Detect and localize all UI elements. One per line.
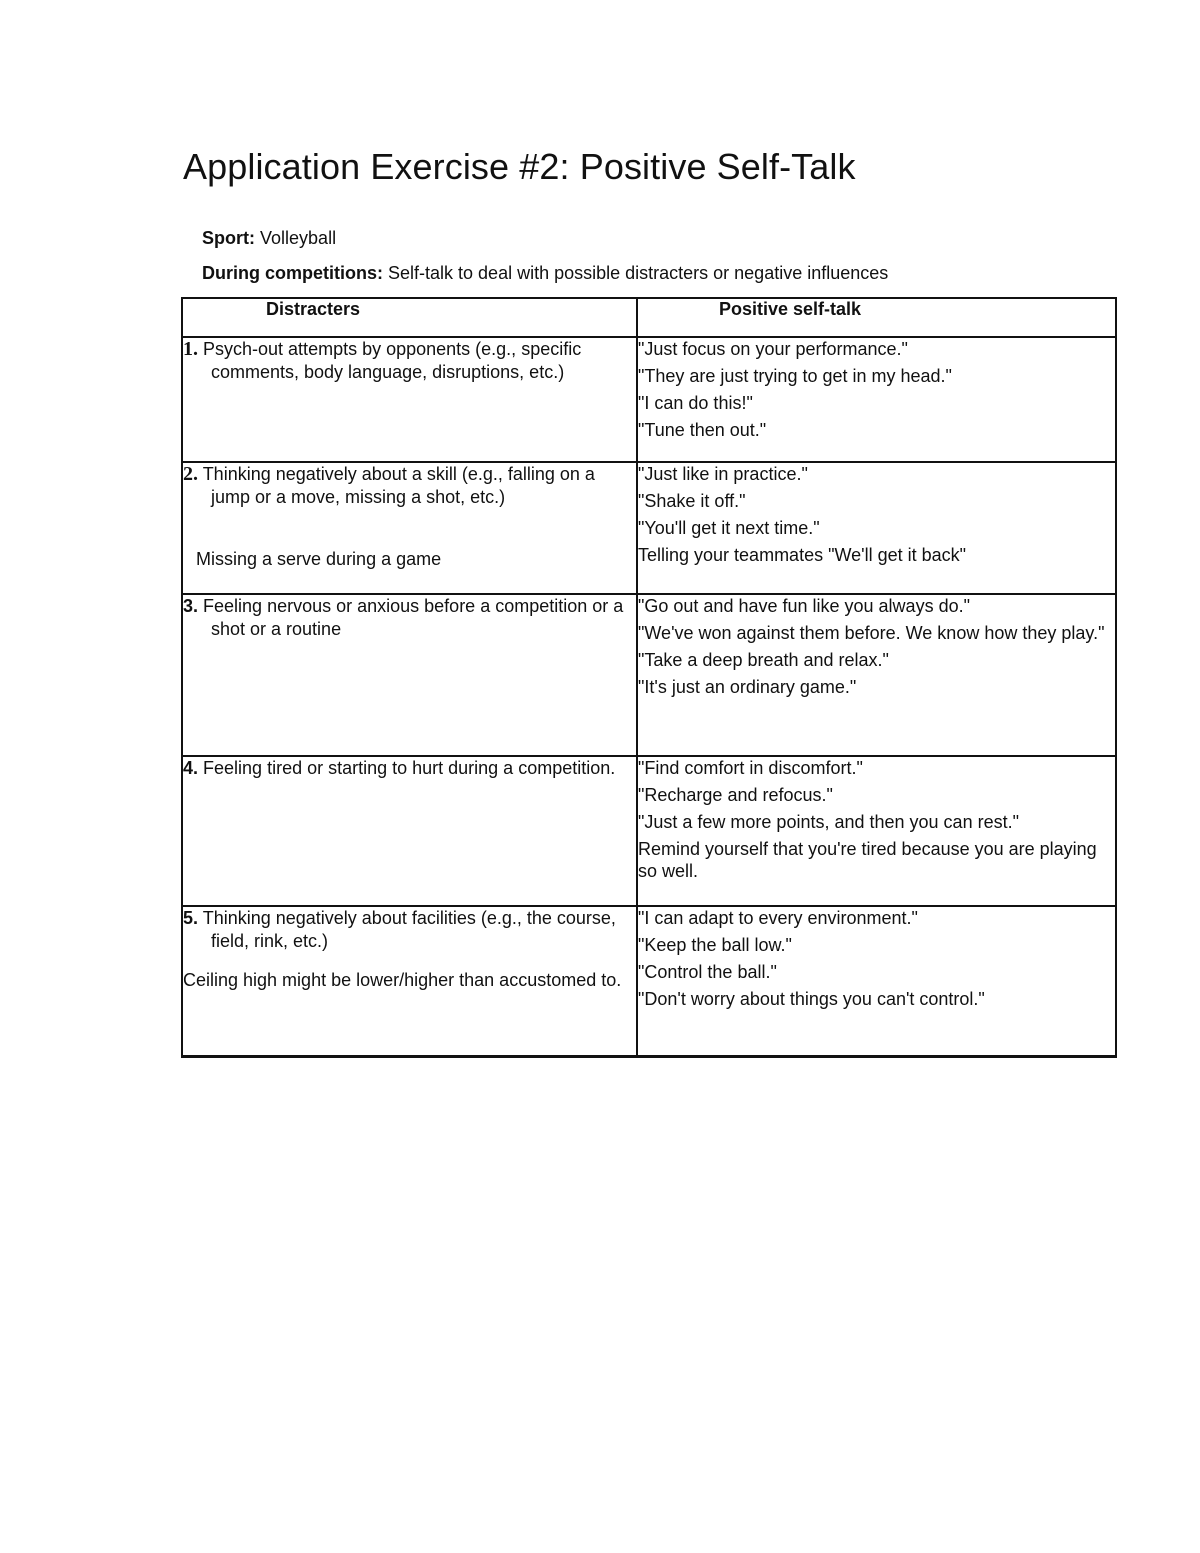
self-talk-table — [181, 297, 1117, 1058]
item-number: 1. — [183, 338, 198, 360]
self-talk-cell — [637, 462, 1116, 594]
self-talk-line: "Take a deep breath and relax." — [638, 650, 889, 670]
item-number: 3. — [183, 596, 199, 616]
distracter-cell — [182, 337, 637, 462]
distracter-item — [183, 595, 636, 641]
self-talk-line: "Go out and have fun like you always do." — [638, 596, 970, 616]
competitions-value: Self-talk to deal with possible distracters or negative influences — [388, 263, 889, 283]
self-talk-line: "Don't worry about things you can't control." — [638, 989, 985, 1009]
table-row — [182, 462, 1116, 594]
sport-value: Volleyball — [260, 228, 337, 248]
table-row — [182, 756, 1116, 906]
distracter-cell — [182, 906, 637, 1057]
distracter-item — [183, 907, 636, 953]
self-talk-line: Remind yourself that you're tired because you are playing so well. — [638, 839, 1097, 881]
self-talk-line: "They are just trying to get in my head." — [638, 366, 952, 386]
self-talk-cell — [637, 337, 1116, 462]
distracter-note: Missing a serve during a game — [196, 549, 442, 569]
sport-line — [202, 228, 336, 249]
self-talk-cell — [637, 594, 1116, 756]
item-number: 2. — [183, 463, 198, 485]
distracter-text: Thinking negatively about a skill (e.g., falling on a jump or a move, missing a shot, etc.) — [202, 464, 595, 507]
self-talk-cell — [637, 906, 1116, 1057]
item-number: 5. — [183, 908, 199, 928]
self-talk-line: "Tune then out." — [638, 420, 767, 440]
self-talk-line: "I can adapt to every environment." — [638, 908, 918, 928]
header-positive-self-talk: Positive self-talk — [637, 298, 1116, 337]
self-talk-line: "I can do this!" — [638, 393, 753, 413]
sport-label: Sport: — [202, 228, 255, 248]
competitions-line — [202, 263, 888, 284]
self-talk-line: "Recharge and refocus." — [638, 785, 833, 805]
self-talk-line: "Find comfort in discomfort." — [638, 758, 863, 778]
self-talk-line: "We've won against them before. We know how they play." — [638, 623, 1105, 643]
self-talk-line: "Control the ball." — [638, 962, 777, 982]
distracter-cell — [182, 756, 637, 906]
self-talk-line: "Shake it off." — [638, 491, 746, 511]
table-row — [182, 906, 1116, 1057]
page-title: Application Exercise #2: Positive Self-Talk — [183, 146, 856, 187]
self-talk-cell — [637, 756, 1116, 906]
distracter-note: Ceiling high might be lower/higher than accustomed to. — [183, 970, 622, 990]
table-row — [182, 594, 1116, 756]
self-talk-line: Telling your teammates "We'll get it back" — [638, 545, 967, 565]
distracter-text: Feeling tired or starting to hurt during a competition. — [203, 758, 616, 778]
distracter-text: Psych-out attempts by opponents (e.g., specific comments, body language, disruptions, etc.) — [203, 339, 582, 382]
distracter-item — [183, 338, 636, 384]
distracter-item — [183, 463, 636, 509]
table-row — [182, 337, 1116, 462]
table-header-row — [182, 298, 1116, 337]
self-talk-line: "It's just an ordinary game." — [638, 677, 857, 697]
self-talk-line: "You'll get it next time." — [638, 518, 820, 538]
item-number: 4. — [183, 758, 199, 778]
distracter-text: Thinking negatively about facilities (e.g., the course, field, rink, etc.) — [202, 908, 616, 951]
distracter-text: Feeling nervous or anxious before a competition or a shot or a routine — [203, 596, 624, 639]
distracter-cell — [182, 594, 637, 756]
self-talk-line: "Just a few more points, and then you can rest." — [638, 812, 1019, 832]
self-talk-line: "Just like in practice." — [638, 464, 808, 484]
self-talk-line: "Just focus on your performance." — [638, 339, 908, 359]
self-talk-line: "Keep the ball low." — [638, 935, 792, 955]
distracter-cell — [182, 462, 637, 594]
competitions-label: During competitions: — [202, 263, 383, 283]
distracter-item — [183, 757, 636, 780]
header-distracters: Distracters — [182, 298, 637, 337]
